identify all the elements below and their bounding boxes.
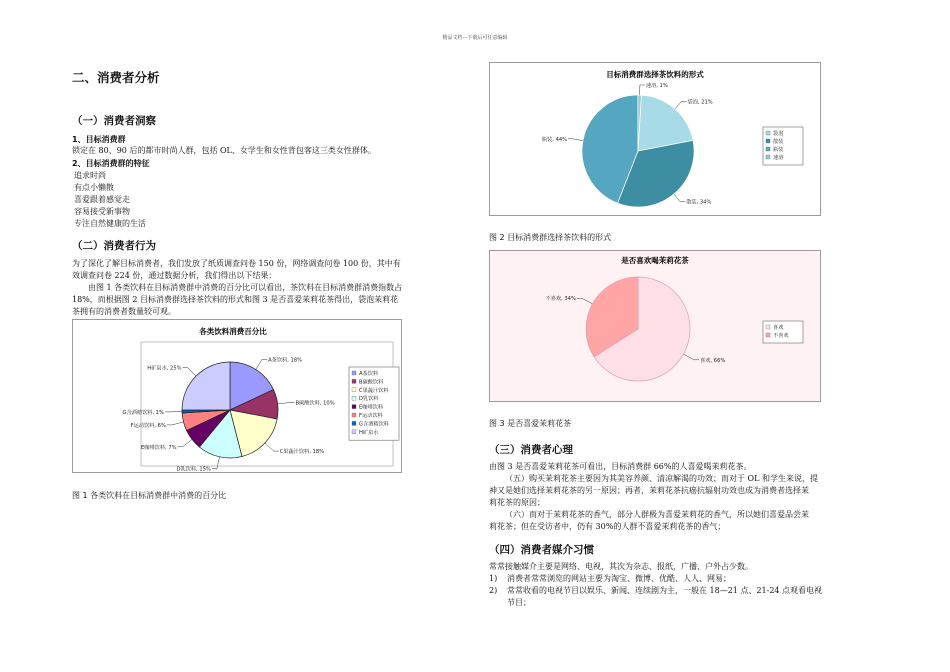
legend-swatch (352, 405, 356, 409)
legend-entry: G含酒精饮料 (359, 421, 389, 428)
trait-item: 追求时尚 (74, 171, 106, 180)
legend-swatch (352, 388, 356, 392)
page-header: 精品文档---下载后可任意编辑 (442, 35, 508, 41)
data-label: B碳酸饮料, 10% (295, 400, 335, 407)
legend-entry: C果蔬汁饮料 (359, 387, 389, 394)
pie-chart-tea-forms (490, 63, 820, 215)
paragraph-line: 18%，而根据图 2 目标消费群选择茶饮料的形式和图 3 是否喜爱茉莉花茶得出，袋泡茉莉花 (72, 295, 399, 304)
trait-item: 有点小懒散 (74, 183, 114, 192)
subsection-behavior: （二）消费者行为 (72, 240, 156, 252)
legend-entry: B碳酸饮料 (359, 379, 384, 386)
data-label: G含酒精饮料, 1% (122, 409, 164, 416)
data-label: 喜欢, 66% (700, 357, 726, 364)
legend-entry: F运动饮料 (359, 413, 383, 419)
legend-swatch (766, 131, 770, 135)
paragraph-line: （五）购买茉莉花茶主要因为其美容养颜、清凉解渴的功效；而对于 OL 和学生来说，提 (505, 474, 818, 483)
fig2-caption: 图 2 目标消费群选择茶饮料的形式 (489, 233, 612, 242)
list-text: 常常收看的电视节目以娱乐、新闻、连续剧为主，一般在 18—21 点、21-24 点观看电视 (507, 586, 823, 595)
chart-2 (489, 62, 821, 216)
legend-swatch (352, 430, 356, 434)
trait-item: 专注自然健康的生活 (74, 219, 146, 228)
data-label: 速溶, 1% (645, 83, 668, 89)
list-item (489, 585, 889, 597)
data-label: 散装, 34% (686, 199, 712, 206)
paragraph-line: 常常接触媒介主要是网络、电视，其次为杂志、报纸，广播、户外占少数。 (489, 562, 753, 571)
chart-title: 各类饮料消费百分比 (199, 327, 267, 336)
paragraph-line: 莉花茶；但在受访者中，仍有 30%的人群不喜爱茉莉花茶的香气； (489, 522, 726, 531)
legend-swatch (352, 379, 356, 383)
traits-list (74, 170, 146, 230)
legend-swatch (766, 333, 770, 337)
list-number: 2) (489, 586, 498, 595)
paragraph-line: 为了深化了解目标消费者，我们发放了纸质调查问卷 150 份，网络调查问卷 100 份，其中有 (72, 259, 401, 268)
legend-swatch (352, 421, 356, 425)
chart-title: 是否喜欢喝茉莉花茶 (621, 256, 689, 265)
list-item-continuation: 节目； (507, 598, 531, 607)
paragraph-line: 神又是她们选择茉莉花茶的另一原因；再者，茉莉花茶抗癌抗辐射功效也成为消费者选择茉 (489, 486, 809, 495)
legend-entry: 袋泡 (773, 131, 784, 137)
chart-3 (489, 250, 821, 402)
leader-line (640, 85, 645, 95)
trait-item: 容易接受新事物 (74, 207, 130, 216)
data-label: 瓶装, 44% (541, 136, 568, 143)
legend-swatch (352, 413, 356, 417)
chart-1 (72, 319, 402, 473)
legend-swatch (766, 325, 770, 329)
media-paragraph (489, 561, 889, 609)
leader-line (577, 298, 593, 304)
leader-line (675, 101, 687, 109)
legend-entry: 瓶装 (773, 147, 784, 153)
psychology-paragraph (489, 461, 889, 533)
legend-swatch (352, 371, 356, 375)
heading-target-group: 1、目标消费群 (72, 135, 126, 144)
subsection-psychology: （三）消费者心理 (489, 444, 573, 456)
legend-swatch (766, 155, 770, 159)
legend-entry: 不喜欢 (773, 333, 789, 339)
data-label: F运动饮料, 6% (130, 422, 166, 429)
legend-swatch (352, 396, 356, 400)
data-label: H矿泉水, 25% (147, 365, 182, 372)
data-label: 不喜欢, 34% (545, 296, 576, 303)
paragraph-line: 效调查问卷 224 份，通过数据分析，我们得出以下结果： (72, 271, 277, 280)
list-item (489, 573, 889, 585)
target-group-text: 锁定在 80、90 后的都市时尚人群，包括 OL、女学生和女性背包客这三类女性群体。 (72, 146, 376, 155)
paragraph-line: （六）而对于茉莉花茶的香气，部分人群极为喜爱茉莉花的香气，所以她们喜爱品尝茉 (505, 510, 809, 519)
data-label: A茶饮料, 18% (268, 357, 303, 364)
legend-entry: 喜欢 (773, 325, 784, 331)
trait-item: 喜爱跟着感觉走 (74, 195, 130, 204)
list-text: 消费者常常浏览的网站主要为淘宝、微博、优酷、人人、网易； (507, 574, 731, 583)
data-label: 袋泡, 21% (687, 99, 713, 106)
pie-chart-jasmine (490, 251, 820, 401)
fig3-caption: 图 3 是否喜爱茉莉花茶 (489, 419, 572, 428)
paragraph-line: 茶拥有的消费者数量较可观。 (72, 307, 176, 316)
legend-swatch (766, 147, 770, 151)
legend-entry: 散装 (773, 139, 784, 145)
leader-line (568, 139, 583, 141)
chart-title: 目标消费群选择茶饮料的形式 (606, 70, 704, 79)
legend-entry: D乳饮料 (359, 396, 379, 403)
legend-entry: E咖啡饮料 (359, 404, 384, 411)
legend-entry: 速溶 (773, 155, 784, 161)
leader-line (684, 354, 700, 360)
list-number: 1) (489, 574, 498, 583)
paragraph-line: 由图 3 是否喜爱茉莉花茶可看出，目标消费群 66%的人喜爱喝茉莉花茶。 (489, 462, 752, 471)
leader-line (674, 194, 685, 202)
data-label: D乳饮料, 15% (176, 466, 211, 472)
paragraph-line: 由图 1 各类饮料在目标消费群中消费的百分比可以看出，茶饮料在目标消费群消费指数占 (88, 283, 403, 292)
data-label: E咖啡饮料, 7% (141, 444, 177, 451)
paragraph-line: 莉花茶的原因； (489, 498, 545, 507)
legend-entry: H矿泉水 (359, 429, 379, 436)
section-title: 二、消费者分析 (72, 70, 160, 85)
data-label: C果蔬汁饮料, 18% (279, 449, 325, 456)
heading-traits: 2、目标消费群的特征 (72, 159, 150, 168)
legend-swatch (766, 139, 770, 143)
subsection-media: （四）消费者媒介习惯 (489, 544, 594, 556)
behavior-paragraph (72, 258, 457, 318)
pie-chart-beverages (73, 320, 401, 472)
subsection-insight: （一）消费者洞察 (72, 115, 156, 127)
fig1-caption: 图 1 各类饮料在目标消费群中消费的百分比 (72, 491, 227, 500)
legend-entry: A茶饮料 (359, 371, 379, 377)
